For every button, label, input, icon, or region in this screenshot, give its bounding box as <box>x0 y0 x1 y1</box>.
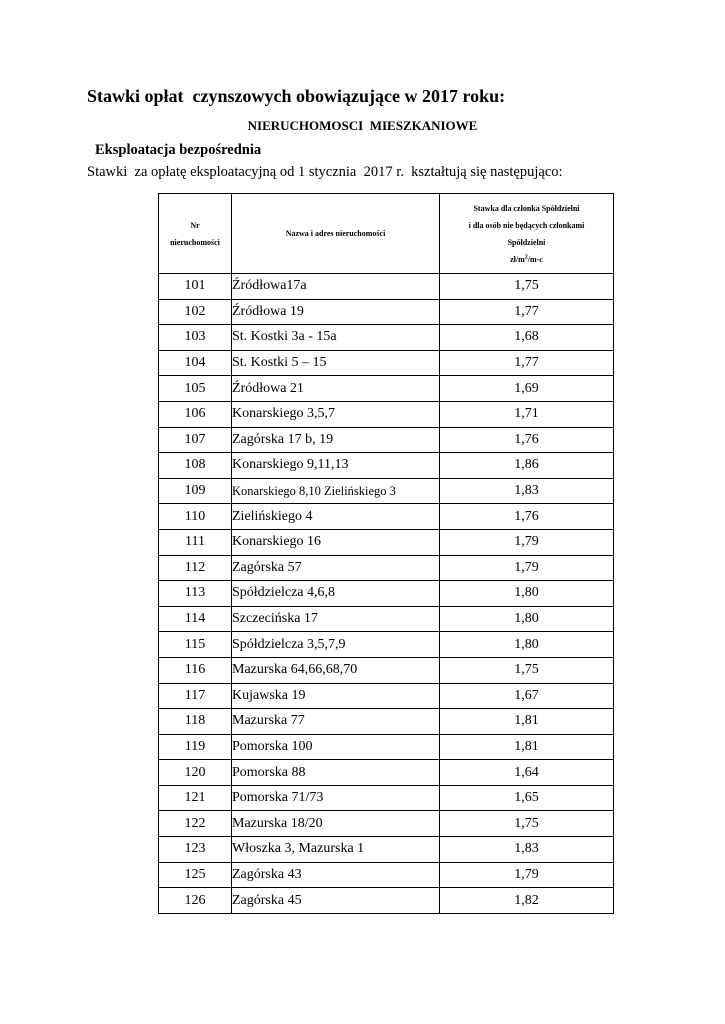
cell-nr: 106 <box>159 401 232 427</box>
table-row <box>159 274 614 300</box>
cell-name: St. Kostki 3a - 15a <box>232 325 440 351</box>
cell-nr: 107 <box>159 427 232 453</box>
table-row <box>159 376 614 402</box>
table-row <box>159 837 614 863</box>
header-rate-unit <box>440 251 613 268</box>
header-rate <box>440 194 614 274</box>
cell-nr: 114 <box>159 606 232 632</box>
header-rate-unit-pre: zł/m <box>510 254 525 264</box>
table-row <box>159 504 614 530</box>
cell-name: Spółdzielcza 4,6,8 <box>232 581 440 607</box>
cell-name: St. Kostki 5 – 15 <box>232 350 440 376</box>
cell-name: Konarskiego 16 <box>232 529 440 555</box>
cell-rate: 1,79 <box>440 555 614 581</box>
table-row <box>159 427 614 453</box>
cell-name: Źródłowa17a <box>232 274 440 300</box>
cell-nr: 120 <box>159 760 232 786</box>
table-row <box>159 478 614 504</box>
table-row <box>159 555 614 581</box>
cell-rate: 1,83 <box>440 837 614 863</box>
cell-rate: 1,79 <box>440 529 614 555</box>
cell-name: Pomorska 71/73 <box>232 785 440 811</box>
table-row <box>159 299 614 325</box>
cell-rate: 1,64 <box>440 760 614 786</box>
header-nr <box>159 194 232 274</box>
cell-name: Mazurska 18/20 <box>232 811 440 837</box>
cell-name: Zagórska 17 b, 19 <box>232 427 440 453</box>
table-row <box>159 657 614 683</box>
table-row <box>159 734 614 760</box>
cell-rate: 1,76 <box>440 427 614 453</box>
header-rate-line1: Stawka dla członka Spółdzielni <box>473 203 580 213</box>
cell-nr: 123 <box>159 837 232 863</box>
cell-rate: 1,65 <box>440 785 614 811</box>
table-row <box>159 453 614 479</box>
page-title: Stawki opłat czynszowych obowiązujące w 2017 roku: <box>87 86 506 106</box>
intro-text: Stawki za opłatę eksploatacyjną od 1 stycznia 2017 r. kształtują się następująco: <box>87 164 563 180</box>
cell-rate: 1,76 <box>440 504 614 530</box>
table-header-row <box>159 194 614 274</box>
cell-nr: 126 <box>159 888 232 914</box>
cell-rate: 1,82 <box>440 888 614 914</box>
cell-nr: 112 <box>159 555 232 581</box>
header-nr-line1: Nr <box>190 220 200 230</box>
table-row <box>159 401 614 427</box>
table-row <box>159 606 614 632</box>
cell-nr: 118 <box>159 709 232 735</box>
cell-name: Źródłowa 19 <box>232 299 440 325</box>
rates-table <box>158 193 614 914</box>
cell-nr: 110 <box>159 504 232 530</box>
cell-rate: 1,80 <box>440 632 614 658</box>
section-heading: Eksploatacja bezpośrednia <box>95 142 262 158</box>
cell-rate: 1,67 <box>440 683 614 709</box>
header-name <box>232 194 440 274</box>
table-row <box>159 862 614 888</box>
cell-nr: 122 <box>159 811 232 837</box>
table-row <box>159 529 614 555</box>
cell-name: Mazurska 77 <box>232 709 440 735</box>
cell-rate: 1,77 <box>440 299 614 325</box>
cell-name: Konarskiego 3,5,7 <box>232 401 440 427</box>
cell-nr: 115 <box>159 632 232 658</box>
header-rate-line3: Spółdzielni <box>507 237 546 247</box>
cell-nr: 109 <box>159 478 232 504</box>
cell-rate: 1,71 <box>440 401 614 427</box>
cell-nr: 119 <box>159 734 232 760</box>
header-nr-line2: nieruchomości <box>170 237 220 247</box>
table-row <box>159 683 614 709</box>
cell-rate: 1,80 <box>440 581 614 607</box>
cell-rate: 1,77 <box>440 350 614 376</box>
cell-nr: 117 <box>159 683 232 709</box>
header-rate-unit-post: /m-c <box>527 254 543 264</box>
cell-nr: 116 <box>159 657 232 683</box>
cell-name: Mazurska 64,66,68,70 <box>232 657 440 683</box>
cell-rate: 1,75 <box>440 274 614 300</box>
table-row <box>159 888 614 914</box>
cell-name: Zagórska 57 <box>232 555 440 581</box>
table-row <box>159 581 614 607</box>
table-row <box>159 811 614 837</box>
cell-name: Kujawska 19 <box>232 683 440 709</box>
cell-name: Zagórska 43 <box>232 862 440 888</box>
table-row <box>159 325 614 351</box>
cell-name: Zagórska 45 <box>232 888 440 914</box>
cell-nr: 104 <box>159 350 232 376</box>
cell-nr: 113 <box>159 581 232 607</box>
table-row <box>159 760 614 786</box>
header-rate-line2: i dla osób nie będących członkami <box>468 220 585 230</box>
cell-nr: 111 <box>159 529 232 555</box>
cell-name: Włoszka 3, Mazurska 1 <box>232 837 440 863</box>
cell-rate: 1,75 <box>440 811 614 837</box>
cell-rate: 1,86 <box>440 453 614 479</box>
cell-rate: 1,69 <box>440 376 614 402</box>
cell-nr: 103 <box>159 325 232 351</box>
cell-nr: 121 <box>159 785 232 811</box>
table-body <box>159 274 614 914</box>
cell-nr: 108 <box>159 453 232 479</box>
table-row <box>159 632 614 658</box>
cell-nr: 102 <box>159 299 232 325</box>
table-row <box>159 350 614 376</box>
cell-name: Pomorska 100 <box>232 734 440 760</box>
cell-name: Konarskiego 9,11,13 <box>232 453 440 479</box>
table-row <box>159 785 614 811</box>
cell-name: Spółdzielcza 3,5,7,9 <box>232 632 440 658</box>
cell-name: Szczecińska 17 <box>232 606 440 632</box>
cell-name: Pomorska 88 <box>232 760 440 786</box>
cell-rate: 1,75 <box>440 657 614 683</box>
cell-rate: 1,68 <box>440 325 614 351</box>
cell-rate: 1,81 <box>440 709 614 735</box>
cell-name: Źródłowa 21 <box>232 376 440 402</box>
cell-name: Konarskiego 8,10 Zielińskiego 3 <box>232 478 440 504</box>
table-row <box>159 709 614 735</box>
cell-nr: 105 <box>159 376 232 402</box>
cell-rate: 1,80 <box>440 606 614 632</box>
header-rate-unit-sup: 2 <box>524 253 528 260</box>
cell-rate: 1,83 <box>440 478 614 504</box>
cell-rate: 1,81 <box>440 734 614 760</box>
cell-nr: 101 <box>159 274 232 300</box>
cell-name: Zielińskiego 4 <box>232 504 440 530</box>
header-name-label: Nazwa i adres nieruchomości <box>285 229 386 238</box>
cell-nr: 125 <box>159 862 232 888</box>
subtitle: NIERUCHOMOSCI MIESZKANIOWE <box>247 118 478 133</box>
cell-rate: 1,79 <box>440 862 614 888</box>
